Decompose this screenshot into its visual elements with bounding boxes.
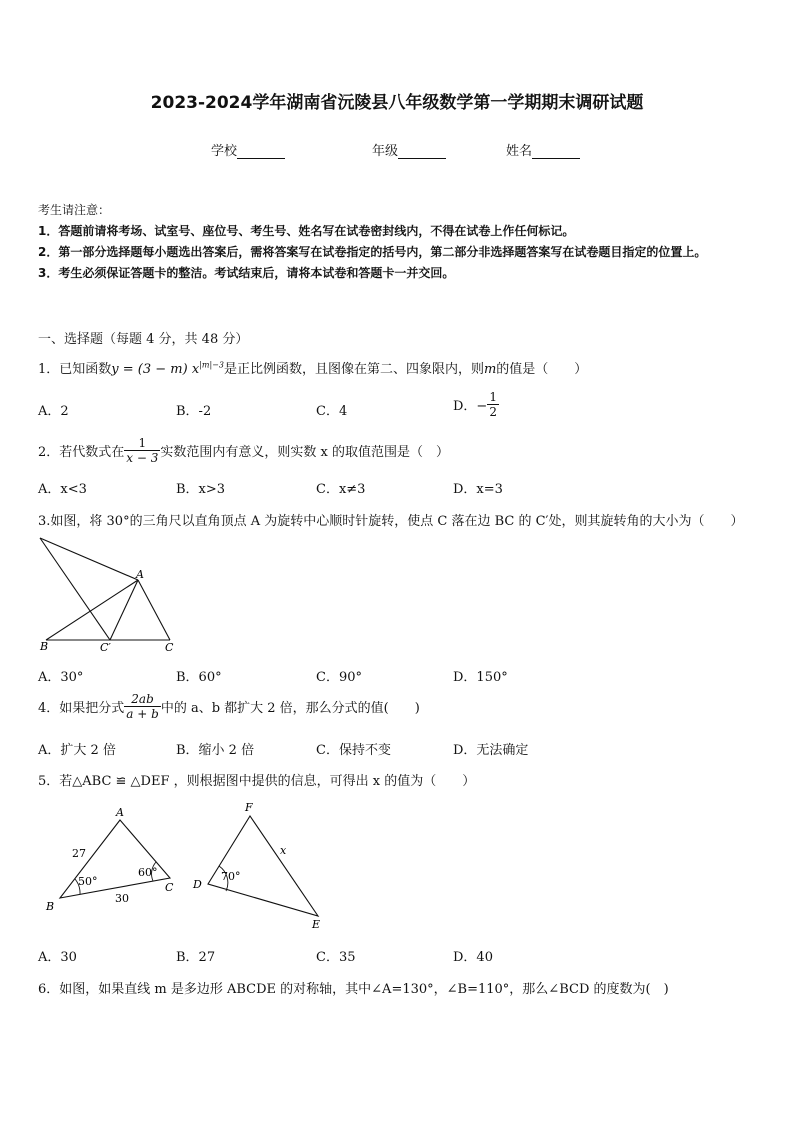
grade-label: 年级 [372, 144, 399, 159]
notice-item-1: 1．答题前请将考场、试室号、座位号、考生号、姓名写在试卷密封线内，不得在试卷上作任何标记。 [38, 224, 575, 238]
school-field [211, 140, 285, 159]
q1-option-c: C．4 [316, 404, 348, 419]
q2-post: 实数范围内有意义，则实数 x 的取值范围是（ ） [160, 445, 449, 460]
q5-label-c: C [165, 881, 174, 894]
q3-figure [34, 530, 194, 655]
q5-figure [40, 798, 340, 933]
q2-option-b: B．x>3 [176, 482, 226, 497]
q4-option-b: B．缩小 2 倍 [176, 743, 255, 758]
notice-heading: 考生请注意： [38, 203, 111, 217]
name-field [506, 140, 580, 159]
q4-option-d: D．无法确定 [453, 743, 529, 758]
q4-pre: 4．如果把分式 [38, 701, 125, 716]
page-title: 2023-2024学年湖南省沅陵县八年级数学第一学期期末调研试题 [150, 93, 644, 113]
q1-formula: y = (3 − m) x [111, 362, 200, 377]
q1-post: 是正比例函数，且图像在第二、四象限内，则 [223, 362, 484, 377]
q1-var: m [483, 362, 497, 377]
q2-option-d: D．x=3 [453, 482, 503, 497]
q3-label-c: C [165, 641, 174, 654]
q5-option-d: D．40 [453, 950, 493, 965]
q2-pre: 2．若代数式在 [38, 445, 125, 460]
q5-label-a: A [116, 806, 124, 819]
q1-option-d [453, 390, 499, 419]
q5-label-angle-d: 70° [221, 870, 241, 883]
q3-label-a: A [136, 568, 144, 581]
q4-option-a: A．扩大 2 倍 [38, 743, 116, 758]
question-5: 5．若△ABC ≌ △DEF ，则根据图中提供的信息，可得出 x 的值为（ ） [38, 774, 476, 789]
q3-line-ac [138, 580, 170, 640]
q5-label-bc: 30 [115, 892, 129, 905]
q2-option-c: C．x≠3 [316, 482, 366, 497]
q3-label-b: B [40, 640, 49, 653]
q5-label-x: x [280, 844, 287, 857]
q5-label-ab: 27 [72, 847, 86, 860]
q1-pre: 1．已知函数 [38, 362, 112, 377]
q5-label-d: D [193, 878, 202, 891]
q5-option-a: A．30 [38, 950, 77, 965]
q5-option-c: C．35 [316, 950, 356, 965]
q5-label-e: E [312, 918, 321, 931]
q3-option-c: C．90° [316, 670, 362, 685]
section-heading: 一、选择题（每题 4 分，共 48 分） [38, 332, 249, 347]
q1-exponent: |m|−3 [199, 360, 224, 370]
school-label: 学校 [211, 144, 238, 159]
q2-option-a: A．x<3 [38, 482, 87, 497]
q5-label-angle-c: 60° [138, 866, 158, 879]
q3-label-c1: C′ [100, 641, 111, 654]
name-blank [532, 146, 580, 159]
q1-option-a: A．2 [38, 404, 69, 419]
q3-option-d: D．150° [453, 670, 508, 685]
q1-option-d-fraction: $\frac{1}{2}$ [489, 390, 497, 419]
q5-label-b: B [46, 900, 55, 913]
question-2 [38, 436, 449, 465]
q3-option-b: B．60° [176, 670, 222, 685]
question-6: 6．如图，如果直线 m 是多边形 ABCDE 的对称轴，其中∠A=130°，∠B=110°，那么∠BCD 的度数为( ) [38, 982, 669, 997]
question-3: 3.如图，将 30°的三角尺以直角顶点 A 为旋转中心顺时针旋转，使点 C 落在边 BC 的 C′处，则其旋转角的大小为（ ） [38, 514, 744, 529]
grade-blank [398, 146, 446, 159]
q1-option-b: B．-2 [176, 404, 212, 419]
q5-label-f: F [245, 801, 253, 814]
q3-option-a: A．30° [38, 670, 84, 685]
notice-block [38, 200, 763, 284]
grade-field [372, 140, 446, 159]
question-1 [38, 358, 587, 377]
q1-option-d-label: D．− [453, 399, 488, 414]
notice-item-3: 3．考生必须保证答题卡的整洁。考试结束后，请将本试卷和答题卡一并交回。 [38, 266, 455, 280]
notice-item-2: 2．第一部分选择题每小题选出答案后，需将答案写在试卷指定的括号内，第二部分非选择题答案写在试卷题目指定的位置上。 [38, 245, 707, 259]
q2-fraction: $\frac{1}{x - 3}$ [126, 436, 159, 465]
q5-option-b: B．27 [176, 950, 216, 965]
question-4 [38, 692, 420, 721]
q1-post2: 的值是（ ） [496, 362, 588, 377]
q5-label-angle-b: 50° [78, 875, 98, 888]
q4-option-c: C．保持不变 [316, 743, 391, 758]
name-label: 姓名 [506, 144, 533, 159]
q4-post: 中的 a、b 都扩大 2 倍，那么分式的值( ) [160, 701, 420, 716]
q4-fraction: $\frac{2ab}{a + b}$ [126, 692, 159, 721]
q5-triangle-def [208, 816, 318, 916]
school-blank [237, 146, 285, 159]
